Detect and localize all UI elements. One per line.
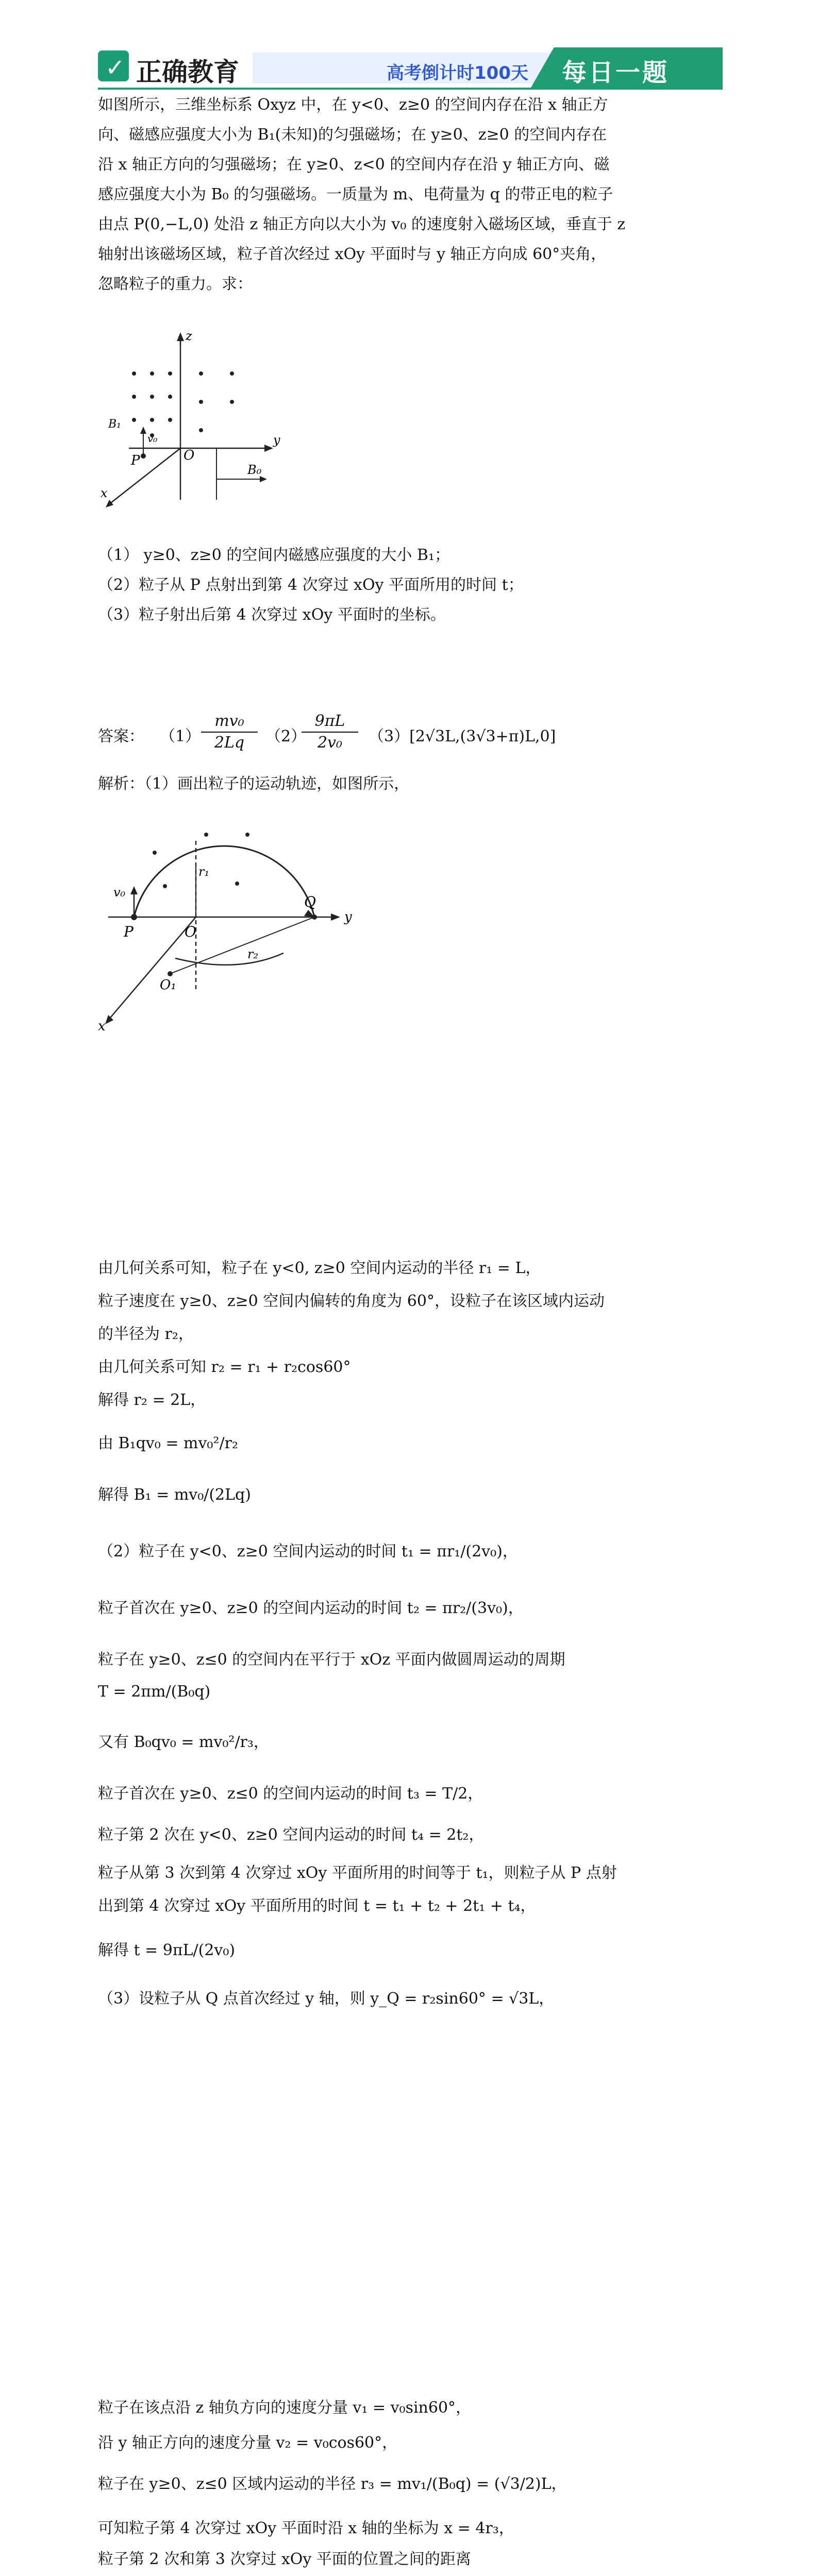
solution-line: 粒子在该点沿 z 轴负方向的速度分量 v₁ = v₀sin60°，: [98, 2399, 472, 2417]
fig1-B1-label: B₁: [108, 418, 121, 431]
solution-line: 又有 B₀qv₀ = mv₀²/r₃，: [98, 1733, 269, 1751]
question-part-3: （3）粒子射出后第 4 次穿过 xOy 平面时的坐标。: [98, 606, 446, 624]
fig1-y-label: y: [273, 433, 280, 447]
solution-line: 粒子从第 3 次到第 4 次穿过 xOy 平面所用的时间等于 t₁，则粒子从 P 点射: [98, 1864, 617, 1882]
answer-part2-fraction: [302, 711, 358, 753]
question-part-1: （1） y≥0、z≥0 的空间内磁感应强度的大小 B₁；: [98, 546, 450, 564]
solution-line: 粒子速度在 y≥0、z≥0 空间内偏转的角度为 60°，设粒子在该区域内运动: [98, 1292, 605, 1310]
solution-line: 粒子首次在 y≥0、z≤0 的空间内运动的时间 t₃ = T/2，: [98, 1785, 483, 1803]
header: [98, 47, 723, 88]
fig2-y-label: y: [344, 909, 352, 925]
solution-line: 出到第 4 次穿过 xOy 平面所用的时间 t = t₁ + t₂ + 2t₁ + t₄，: [98, 1897, 536, 1915]
fig2-O1-label: O₁: [160, 977, 176, 993]
solution-line: 解得 B₁ = mv₀/(2Lq): [98, 1486, 251, 1504]
figure-2-trajectory-diagram: [98, 804, 366, 1036]
fig2-Q-label: Q: [304, 893, 316, 910]
solution-line: 粒子在 y≥0、z≤0 区域内运动的半径 r₃ = mv₁/(B₀q) = (√3/2)L，: [98, 2475, 567, 2493]
exam-countdown: 高考倒计时100天: [387, 63, 528, 83]
fraction-numerator: 9πL: [302, 711, 358, 733]
question-line: 轴射出该磁场区域，粒子首次经过 xOy 平面时与 y 轴正方向成 60°夹角，: [98, 245, 607, 263]
fig2-v0-label: v₀: [113, 885, 126, 900]
question-line: 感应强度大小为 B₀ 的匀强磁场。一质量为 m、电荷量为 q 的带正电的粒子: [98, 185, 613, 204]
header-divider: [98, 88, 723, 90]
solution-line: 沿 y 轴正方向的速度分量 v₂ = v₀cos60°，: [98, 2434, 398, 2452]
solution-line: 粒子第 2 次和第 3 次穿过 xOy 平面的位置之间的距离: [98, 2550, 471, 2568]
fig1-P-label: P: [131, 453, 140, 468]
fig1-v0-label: v₀: [147, 432, 158, 445]
answer-row: [98, 711, 716, 757]
answer-prefix: 答案：: [98, 727, 144, 745]
fig1-B0-label: B₀: [247, 463, 262, 477]
fig2-P-label: P: [124, 923, 133, 940]
fig1-z-label: z: [186, 329, 192, 343]
solution-line: 可知粒子第 4 次穿过 xOy 平面时沿 x 轴的坐标为 x = 4r₃，: [98, 2519, 514, 2537]
question-line: 如图所示，三维坐标系 Oxyz 中，在 y<0、z≥0 的空间内存在沿 x 轴正方: [98, 96, 608, 114]
answer-part3: （3）[2√3L,(3√3+π)L,0]: [369, 727, 556, 745]
solution-line: （3）设粒子从 Q 点首次经过 y 轴，则 y_Q = r₂sin60° = √3L，: [98, 1990, 555, 2008]
fraction-denominator: 2Lq: [214, 734, 245, 752]
answer-part2-label: （2）: [265, 727, 307, 745]
question-line: 沿 x 轴正方向的匀强磁场；在 y≥0、z<0 的空间内存在沿 y 轴正方向、磁: [98, 156, 610, 174]
solution-line: 由几何关系可知 r₂ = r₁ + r₂cos60°: [98, 1358, 351, 1376]
solution-line: T = 2πm/(B₀q): [98, 1683, 211, 1701]
solution-line: 由 B₁qv₀ = mv₀²/r₂: [98, 1434, 238, 1452]
solution-line: 粒子第 2 次在 y<0、z≥0 空间内运动的时间 t₄ = 2t₂，: [98, 1826, 485, 1844]
analysis-intro: 解析：（1）画出粒子的运动轨迹，如图所示，: [98, 775, 410, 793]
daily-label: 每日一题: [562, 58, 670, 87]
solution-line: 由几何关系可知，粒子在 y<0, z≥0 空间内运动的半径 r₁ = L，: [98, 1259, 541, 1277]
fig1-x-label: x: [101, 486, 108, 500]
fig2-x-label: x: [98, 1019, 106, 1034]
solution-line: 解得 t = 9πL/(2v₀): [98, 1941, 236, 1959]
solution-line: 解得 r₂ = 2L，: [98, 1391, 206, 1409]
checkmark-logo-icon: ✓: [98, 50, 129, 81]
answer-part1-fraction: [201, 711, 258, 753]
fig2-r1-label: r₁: [198, 865, 210, 879]
figure-1-diagram: [98, 325, 304, 515]
question-part-2: （2）粒子从 P 点射出到第 4 次穿过 xOy 平面所用的时间 t；: [98, 576, 524, 594]
brand-name: 正确教育: [136, 57, 239, 87]
answer-part1-label: （1）: [160, 727, 201, 745]
fig1-O-label: O: [183, 448, 195, 463]
solution-line: 粒子首次在 y≥0、z≥0 的空间内运动的时间 t₂ = πr₂/(3v₀)，: [98, 1599, 524, 1617]
question-line: 向、磁感应强度大小为 B₁(未知)的匀强磁场；在 y≥0、z≥0 的空间内存在: [98, 126, 607, 144]
solution-line: 粒子在 y≥0、z≤0 的空间内在平行于 xOz 平面内做圆周运动的周期: [98, 1651, 565, 1669]
solution-line: （2）粒子在 y<0、z≥0 空间内运动的时间 t₁ = πr₁/(2v₀)，: [98, 1543, 518, 1561]
fraction-numerator: mv₀: [201, 711, 258, 733]
question-line: 由点 P(0,−L,0) 处沿 z 轴正方向以大小为 v₀ 的速度射入磁场区域，垂直于 z: [98, 215, 626, 233]
fraction-denominator: 2v₀: [317, 734, 343, 752]
fig2-r2-label: r₂: [247, 947, 259, 961]
question-line: 忽略粒子的重力。求：: [98, 275, 253, 293]
fig2-O-label: O: [185, 923, 196, 940]
solution-line: 的半径为 r₂，: [98, 1325, 194, 1343]
